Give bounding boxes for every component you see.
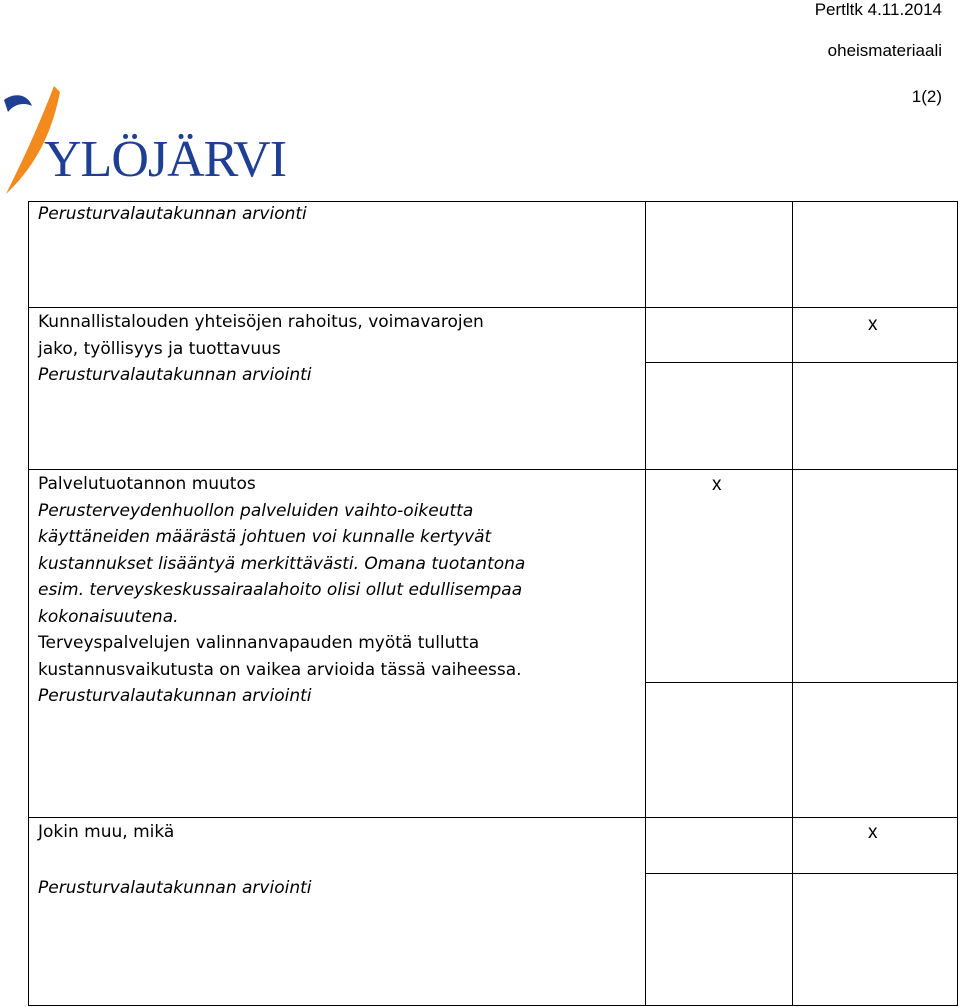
row-line: Perusterveydenhuollon palveluiden vaihto-oikeutta	[38, 500, 474, 521]
row1-text	[38, 201, 618, 228]
row2-mark: x	[868, 314, 878, 335]
page-number: 1(2)	[911, 87, 942, 106]
row3-text	[38, 471, 618, 710]
evaluation-heading: Perusturvalautakunnan arviointi	[38, 877, 312, 898]
row2-col1-lower-cell	[645, 362, 793, 470]
row3-col2-cell	[792, 469, 958, 683]
logo-swoosh-blue	[4, 95, 32, 112]
row4-col2-lower-cell	[792, 873, 958, 1006]
evaluation-heading: Perusturvalautakunnan arviointi	[38, 365, 312, 385]
row-line: kokonaisuutena.	[38, 606, 179, 627]
evaluation-heading: Perusturvalautakunnan arviointi	[38, 686, 312, 706]
row-line: kustannusvaikutusta on vaikea arvioida tässä vaiheessa.	[38, 659, 522, 680]
row-line: esim. terveyskeskussairaalahoito olisi ollut edullisempaa	[38, 580, 523, 600]
row4-col1-cell	[645, 817, 793, 874]
row-line: kustannukset lisääntyä merkittävästi. Omana tuotantona	[38, 553, 526, 574]
row2-col2-lower-cell	[792, 362, 958, 470]
row4-mark: x	[868, 822, 878, 843]
row3-col1-lower-cell	[645, 682, 793, 818]
row3-mark: x	[712, 474, 722, 495]
logo-text: YLÖJÄRVI	[44, 131, 287, 188]
row2-col1-cell	[645, 307, 793, 363]
row-line: Jokin muu, mikä	[38, 822, 175, 842]
row-line: Kunnallistalouden yhteisöjen rahoitus, voimavarojen	[38, 312, 484, 332]
document-date: Pertltk 4.11.2014	[814, 0, 942, 19]
row4-text	[38, 819, 618, 901]
row-line: Palvelutuotannon muutos	[38, 474, 256, 494]
attachment-label: oheismateriaali	[827, 41, 942, 60]
row2-text	[38, 309, 618, 389]
row1-col1-cell	[645, 201, 793, 308]
ylojarvi-logo	[0, 82, 300, 200]
evaluation-heading: Perusturvalautakunnan arvionti	[38, 204, 307, 224]
row3-col1-cell	[645, 469, 793, 683]
row-line	[38, 846, 618, 875]
row-line: jako, työllisyys ja tuottavuus	[38, 338, 281, 359]
row4-col1-lower-cell	[645, 873, 793, 1006]
row3-col2-lower-cell	[792, 682, 958, 818]
row-line: Terveyspalvelujen valinnanvapauden myötä tullutta	[38, 633, 480, 653]
row-line: käyttäneiden määrästä johtuen voi kunnalle kertyvät	[38, 527, 492, 547]
row1-col2-cell	[792, 201, 958, 308]
